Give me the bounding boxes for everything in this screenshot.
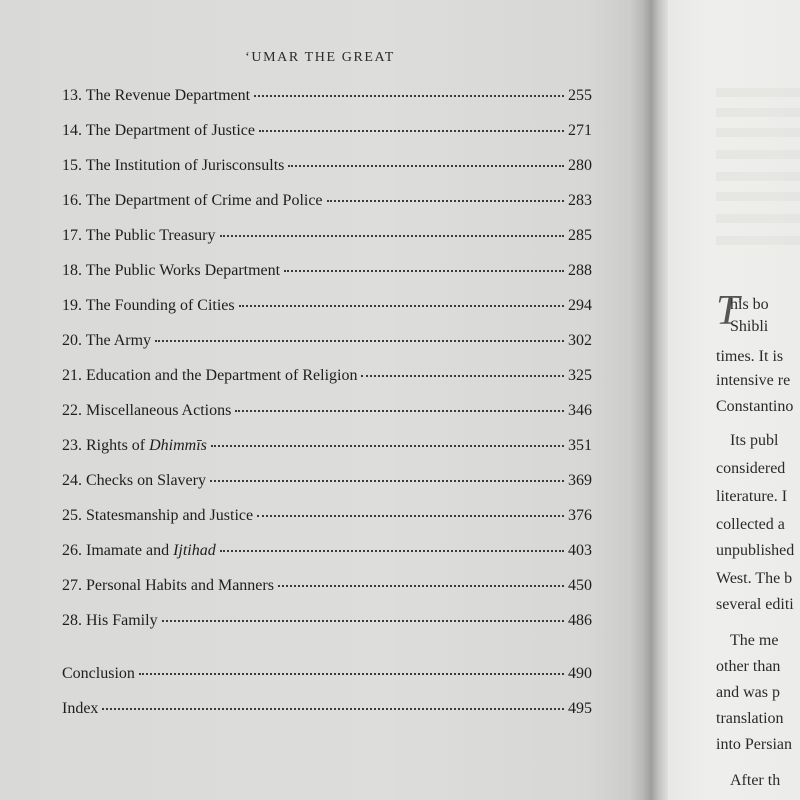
- toc-entry-number: 16.: [62, 192, 86, 209]
- toc-entry-title-text: The Founding of Cities: [85, 297, 235, 314]
- toc-entry-title-text: Statesmanship and Justice: [86, 507, 254, 524]
- toc-end-entry: [62, 665, 592, 689]
- faded-text-line: [716, 108, 800, 117]
- toc-entry: [62, 542, 592, 566]
- toc-entry-number: 24.: [62, 472, 86, 489]
- toc-entry-page: 403: [568, 542, 592, 559]
- toc-entry-title: [62, 297, 235, 315]
- toc-entry-page: 369: [568, 472, 592, 489]
- toc-entry-number: 14.: [62, 122, 86, 139]
- book-gutter: [628, 0, 670, 800]
- toc-entry-title: [62, 122, 255, 140]
- faded-text-line: [716, 150, 800, 159]
- toc-entry-title: [62, 227, 216, 245]
- right-page-text-line: times. It is: [716, 348, 784, 365]
- toc-end-entry: [62, 700, 592, 724]
- dot-leader: [210, 470, 564, 482]
- toc-entry-page: 376: [568, 507, 592, 524]
- right-page-text-line: other than: [716, 658, 781, 675]
- toc-entry-page: 486: [568, 612, 592, 629]
- toc-entry-page: 346: [568, 402, 592, 419]
- toc-entry-number: 17.: [62, 227, 86, 244]
- toc-entry-title-text: The Public Works Department: [85, 262, 281, 279]
- toc-entry-title: [62, 192, 323, 210]
- faded-text-line: [716, 172, 800, 181]
- right-page-text-line: West. The b: [716, 570, 793, 587]
- toc-entry: [62, 367, 592, 391]
- dot-leader: [327, 190, 564, 202]
- dot-leader: [257, 505, 564, 517]
- toc-entry-title-text: Education and the Department of Religion: [86, 367, 358, 384]
- faded-text-line: [716, 214, 800, 223]
- right-page: [668, 0, 800, 800]
- toc-entry-title: [62, 542, 216, 560]
- dot-leader: [220, 225, 565, 237]
- toc-entry-title-text: Personal Habits and Manners: [86, 577, 274, 594]
- right-page-text-line: translation: [716, 710, 784, 727]
- dot-leader: [139, 663, 564, 675]
- toc-entry-number: 28.: [62, 612, 86, 629]
- toc-entry-page: 490: [568, 665, 592, 682]
- toc-entry-title-text: The Public Treasury: [85, 227, 216, 244]
- toc-entry-title: [62, 367, 357, 385]
- toc-entry: [62, 297, 592, 321]
- dot-leader: [278, 575, 564, 587]
- toc-entry-number: 25.: [62, 507, 86, 524]
- toc-entry-title: [62, 157, 284, 175]
- toc-entry-title-text: The Army: [85, 332, 152, 349]
- toc-entry: [62, 577, 592, 601]
- toc-entry-title-text: Checks on Slavery: [86, 472, 206, 489]
- dot-leader: [254, 85, 564, 97]
- right-page-text-line: considered: [716, 460, 786, 477]
- toc-entry-title-text: The Revenue Department: [85, 87, 251, 104]
- toc-entry-title-text: Imamate and: [86, 542, 174, 559]
- toc-entry: [62, 332, 592, 356]
- drop-cap: T: [716, 288, 740, 334]
- dot-leader: [211, 435, 564, 447]
- toc-entry: [62, 227, 592, 251]
- toc-entry-number: 21.: [62, 367, 86, 384]
- toc-entry: [62, 472, 592, 496]
- dot-leader: [102, 698, 564, 710]
- toc-entry-title: Index: [62, 700, 99, 717]
- toc-entry-title: [62, 612, 158, 630]
- toc-entry: [62, 507, 592, 531]
- toc-entry-page: 294: [568, 297, 592, 314]
- toc-entry-number: 18.: [62, 262, 86, 279]
- toc-entry-page: 283: [568, 192, 592, 209]
- toc-entry-title-text: The Institution of Jurisconsults: [85, 157, 285, 174]
- right-page-text-line: After th: [730, 772, 781, 789]
- toc-entry-page: 351: [568, 437, 592, 454]
- toc-entry: [62, 437, 592, 461]
- toc-entry-page: 271: [568, 122, 592, 139]
- toc-entry-number: 15.: [62, 157, 86, 174]
- right-page-text-line: Its publ: [730, 432, 779, 449]
- toc-entry-title: Conclusion: [62, 665, 135, 682]
- toc-entry-page: 325: [568, 367, 592, 384]
- dot-leader: [162, 610, 564, 622]
- right-page-text-line: several editi: [716, 596, 794, 613]
- toc-entry: [62, 402, 592, 426]
- toc-entry: [62, 612, 592, 636]
- dot-leader: [284, 260, 564, 272]
- toc-entry-number: 22.: [62, 402, 86, 419]
- toc-entry-page: 280: [568, 157, 592, 174]
- toc-entry-title: [62, 402, 231, 420]
- right-page-text-line: into Persian: [716, 736, 792, 753]
- faded-text-line: [716, 192, 800, 201]
- toc-entry-title-text: Miscellaneous Actions: [86, 402, 232, 419]
- right-page-text-line: collected a: [716, 516, 785, 533]
- toc-entry: [62, 157, 592, 181]
- toc-entry-title-italic: Ijtihad: [173, 542, 216, 559]
- toc-entry-title: [62, 472, 206, 490]
- right-page-text-line: The me: [730, 632, 779, 649]
- toc-entry-title-text: The Department of Justice: [85, 122, 255, 139]
- right-page-text-line: Shibli: [730, 318, 769, 335]
- toc-entry-number: 13.: [62, 87, 86, 104]
- toc-entry: [62, 122, 592, 146]
- toc-entry-title: [62, 507, 253, 525]
- toc-entry-page: 450: [568, 577, 592, 594]
- faded-text-line: [716, 88, 800, 97]
- right-page-text-line: and was p: [716, 684, 780, 701]
- right-page-text-line: his bo: [730, 296, 769, 313]
- toc-entry-title: [62, 87, 250, 105]
- dot-leader: [239, 295, 564, 307]
- right-page-text-line: Constantino: [716, 398, 794, 415]
- toc-entry-title: [62, 437, 207, 455]
- toc-entry: [62, 262, 592, 286]
- toc-entry-page: 285: [568, 227, 592, 244]
- right-page-text-line: unpublished: [716, 542, 795, 559]
- toc-entry-title: [62, 262, 280, 280]
- toc-entry-title: [62, 332, 151, 350]
- running-head: ‘UMAR THE GREAT: [245, 50, 395, 65]
- toc-entry-title-text: Rights of: [86, 437, 150, 454]
- dot-leader: [259, 120, 564, 132]
- dot-leader: [361, 365, 564, 377]
- toc-entry-page: 255: [568, 87, 592, 104]
- dot-leader: [235, 400, 564, 412]
- toc-entry: [62, 87, 592, 111]
- right-page-text-line: literature. I: [716, 488, 788, 505]
- toc-entry-title: [62, 577, 274, 595]
- toc-entry-number: 20.: [62, 332, 86, 349]
- faded-text-line: [716, 128, 800, 137]
- right-page-text-line: intensive re: [716, 372, 791, 389]
- toc-entry-number: 19.: [62, 297, 86, 314]
- toc-entry-title-text: The Department of Crime and Police: [85, 192, 323, 209]
- toc-entry-title-text: His Family: [86, 612, 158, 629]
- toc-entry-number: 26.: [62, 542, 86, 559]
- dot-leader: [288, 155, 564, 167]
- toc-entry-number: 27.: [62, 577, 86, 594]
- toc-entry-number: 23.: [62, 437, 86, 454]
- dot-leader: [220, 540, 564, 552]
- toc-entry-page: 302: [568, 332, 592, 349]
- toc-entry-title-italic: Dhimmīs: [149, 437, 207, 454]
- toc-entry: [62, 192, 592, 216]
- faded-text-line: [716, 236, 800, 245]
- dot-leader: [155, 330, 564, 342]
- toc-entry-page: 288: [568, 262, 592, 279]
- toc-entry-page: 495: [568, 700, 592, 717]
